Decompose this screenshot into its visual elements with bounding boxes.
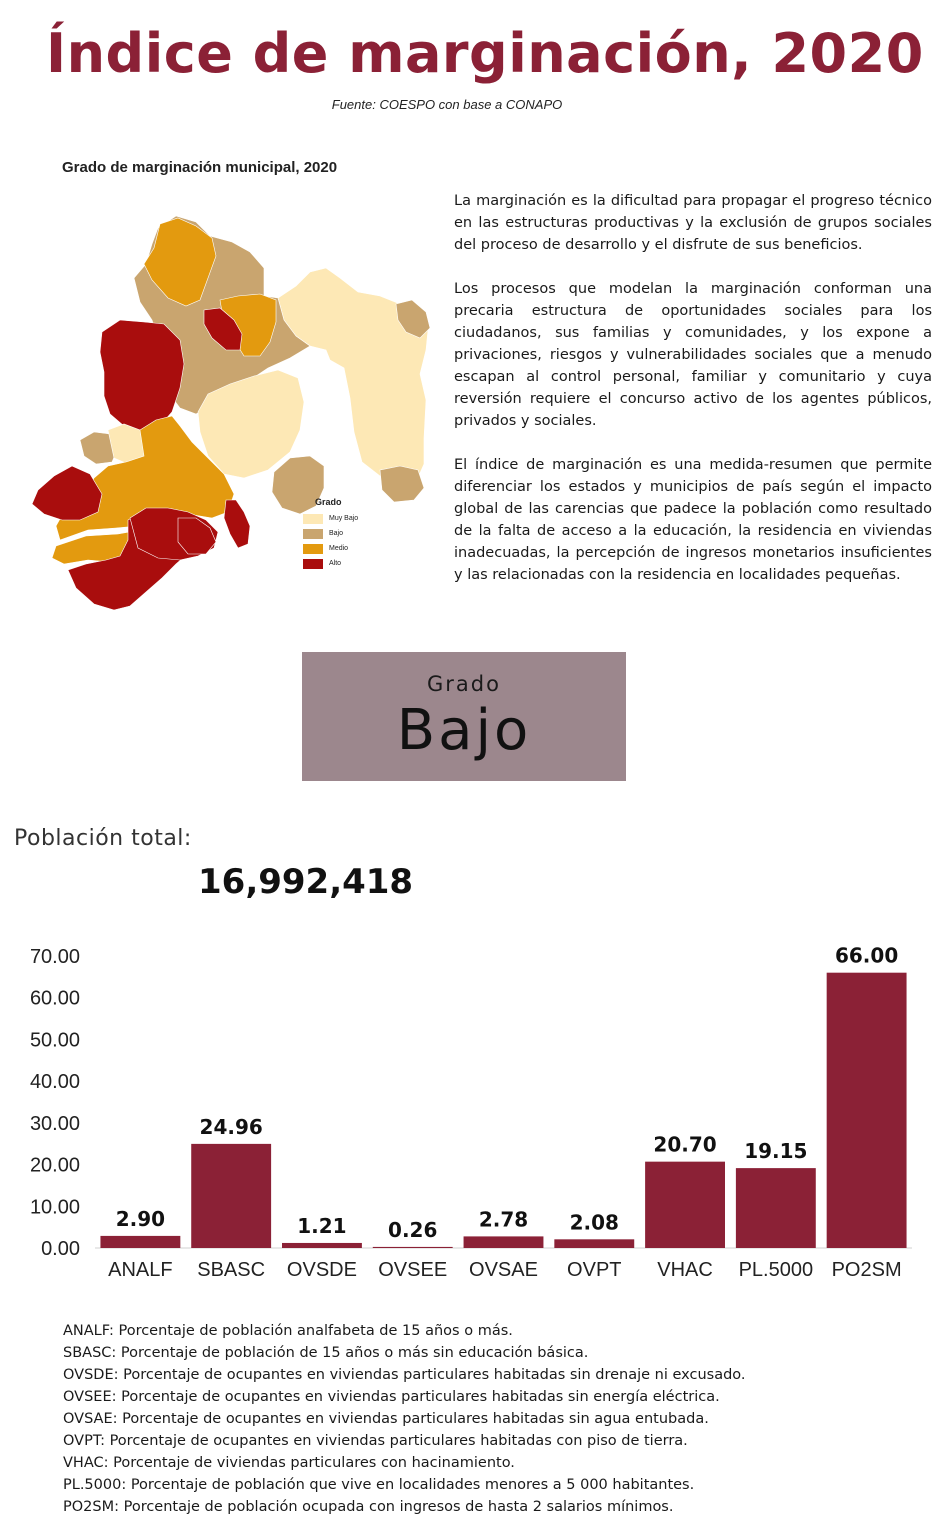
legend-item — [303, 556, 358, 571]
y-tick-label: 0.00 — [41, 1238, 80, 1260]
grado-label: Grado — [427, 672, 501, 696]
y-tick-label: 40.00 — [29, 1071, 80, 1094]
legend-swatch — [303, 559, 323, 569]
legend-item — [303, 511, 358, 526]
definition-item: PL.5000: Porcentaje de población que vive en localidades menores a 5 000 habitantes. — [63, 1477, 695, 1493]
map-region-alto-southwest — [32, 466, 102, 520]
description-paragraph: La marginación es la dificultad para propagar el progreso técnico en las estructuras productivas y la exclusión de grupos sociales del proceso de desarrollo y el disfrute de sus beneficios. — [454, 193, 932, 253]
legend-label: Bajo — [329, 530, 344, 537]
bar — [373, 1247, 453, 1248]
definition-item: SBASC: Porcentaje de población de 15 años o más sin educación básica. — [63, 1345, 589, 1361]
definitions-list — [63, 1320, 746, 1518]
map-region-bajo-far-east — [380, 466, 424, 502]
source-note: Fuente: COESPO con base a CONAPO — [331, 97, 563, 112]
map-legend — [303, 497, 358, 571]
definition-item: OVSAE: Porcentaje de ocupantes en viviendas particulares habitadas sin agua entubada. — [63, 1411, 709, 1427]
definition-item: VHAC: Porcentaje de viviendas particulares con hacinamiento. — [63, 1455, 515, 1471]
data-label: 19.15 — [744, 1139, 808, 1164]
map-region-muy-bajo-east — [278, 268, 428, 482]
x-tick-label: VHAC — [657, 1259, 713, 1281]
population-value: 16,992,418 — [198, 862, 414, 902]
definition-item: OVPT: Porcentaje de ocupantes en viviendas particulares habitadas con piso de tierra. — [63, 1433, 688, 1449]
data-label: 1.21 — [297, 1213, 347, 1238]
y-tick-label: 20.00 — [29, 1154, 80, 1177]
x-tick-label: OVPT — [567, 1259, 622, 1281]
x-tick-label: ANALF — [108, 1259, 173, 1281]
x-tick-label: SBASC — [197, 1259, 266, 1281]
y-tick-label: 60.00 — [29, 987, 80, 1010]
map-title: Grado de marginación municipal, 2020 — [62, 159, 338, 176]
bar — [191, 1144, 271, 1248]
legend-swatch — [303, 544, 323, 554]
bar — [645, 1162, 725, 1248]
marginalization-map — [28, 208, 438, 620]
data-label: 0.26 — [388, 1217, 438, 1242]
map-region-alto-south-mid — [178, 518, 216, 554]
data-label: 2.78 — [478, 1207, 529, 1232]
description-paragraph: El índice de marginación es una medida-resumen que permite diferenciar los estados y municipios de país según el impacto global de las carencias que padece la población como resultado de la falta de acceso a la educación, la residencia en viviendas inadecuadas, la percepción de ingresos monetarios insuficientes y las relacionadas con la residencia en localidades pequeñas. — [454, 457, 932, 583]
map-region-alto-south-east — [224, 500, 250, 548]
map-region-alto-west — [100, 320, 184, 432]
x-tick-label: PO2SM — [831, 1259, 902, 1281]
definition-item: OVSDE: Porcentaje de ocupantes en viviendas particulares habitadas sin drenaje ni excusado. — [63, 1367, 746, 1383]
grado-value: Bajo — [396, 698, 532, 763]
x-tick-label: OVSEE — [378, 1259, 448, 1281]
bar — [464, 1236, 544, 1248]
legend-title: Grado — [315, 497, 342, 507]
data-label: 66.00 — [834, 943, 899, 968]
bar — [554, 1239, 634, 1248]
legend-item — [303, 526, 358, 541]
legend-label: Alto — [329, 560, 342, 567]
page-title: Índice de marginación, 2020 — [46, 22, 924, 85]
x-tick-label: OVSDE — [286, 1259, 357, 1281]
legend-label: Muy Bajo — [329, 515, 359, 522]
y-tick-label: 70.00 — [29, 946, 80, 968]
definition-item: PO2SM: Porcentaje de población ocupada con ingresos de hasta 2 salarios mínimos. — [63, 1499, 674, 1515]
data-label: 2.90 — [115, 1206, 166, 1231]
bar — [827, 973, 907, 1248]
x-tick-label: OVSAE — [469, 1259, 538, 1281]
data-label: 24.96 — [199, 1114, 263, 1139]
bar — [100, 1236, 180, 1248]
bar — [736, 1168, 816, 1248]
x-tick-label: PL.5000 — [738, 1259, 814, 1281]
indicator-bar-chart — [0, 938, 938, 1288]
description — [454, 190, 932, 608]
description-paragraph: Los procesos que modelan la marginación conforman una precaria estructura de oportunidades sociales para los ciudadanos, sus familias y comunidades, y los expone a privaciones, riesgos y vulnerabilidades sociales que a menudo escapan al control personal, familiar y comunitario y cuya reversión requiere el concurso activo de los agentes públicos, privados y sociales. — [454, 281, 932, 429]
legend-label: Medio — [329, 545, 349, 552]
y-tick-label: 10.00 — [29, 1196, 80, 1219]
grado-box — [302, 652, 626, 781]
y-tick-label: 30.00 — [29, 1112, 80, 1135]
population-label: Población total: — [14, 826, 192, 851]
bar — [282, 1243, 362, 1248]
y-tick-label: 50.00 — [29, 1029, 80, 1052]
definition-item: ANALF: Porcentaje de población analfabeta de 15 años o más. — [63, 1323, 513, 1339]
legend-swatch — [303, 529, 323, 539]
definition-item: OVSEE: Porcentaje de ocupantes en viviendas particulares habitadas sin energía eléctrica. — [63, 1389, 720, 1405]
data-label: 2.08 — [569, 1210, 619, 1235]
legend-item — [303, 541, 358, 556]
legend-swatch — [303, 514, 323, 524]
data-label: 20.70 — [653, 1132, 717, 1157]
